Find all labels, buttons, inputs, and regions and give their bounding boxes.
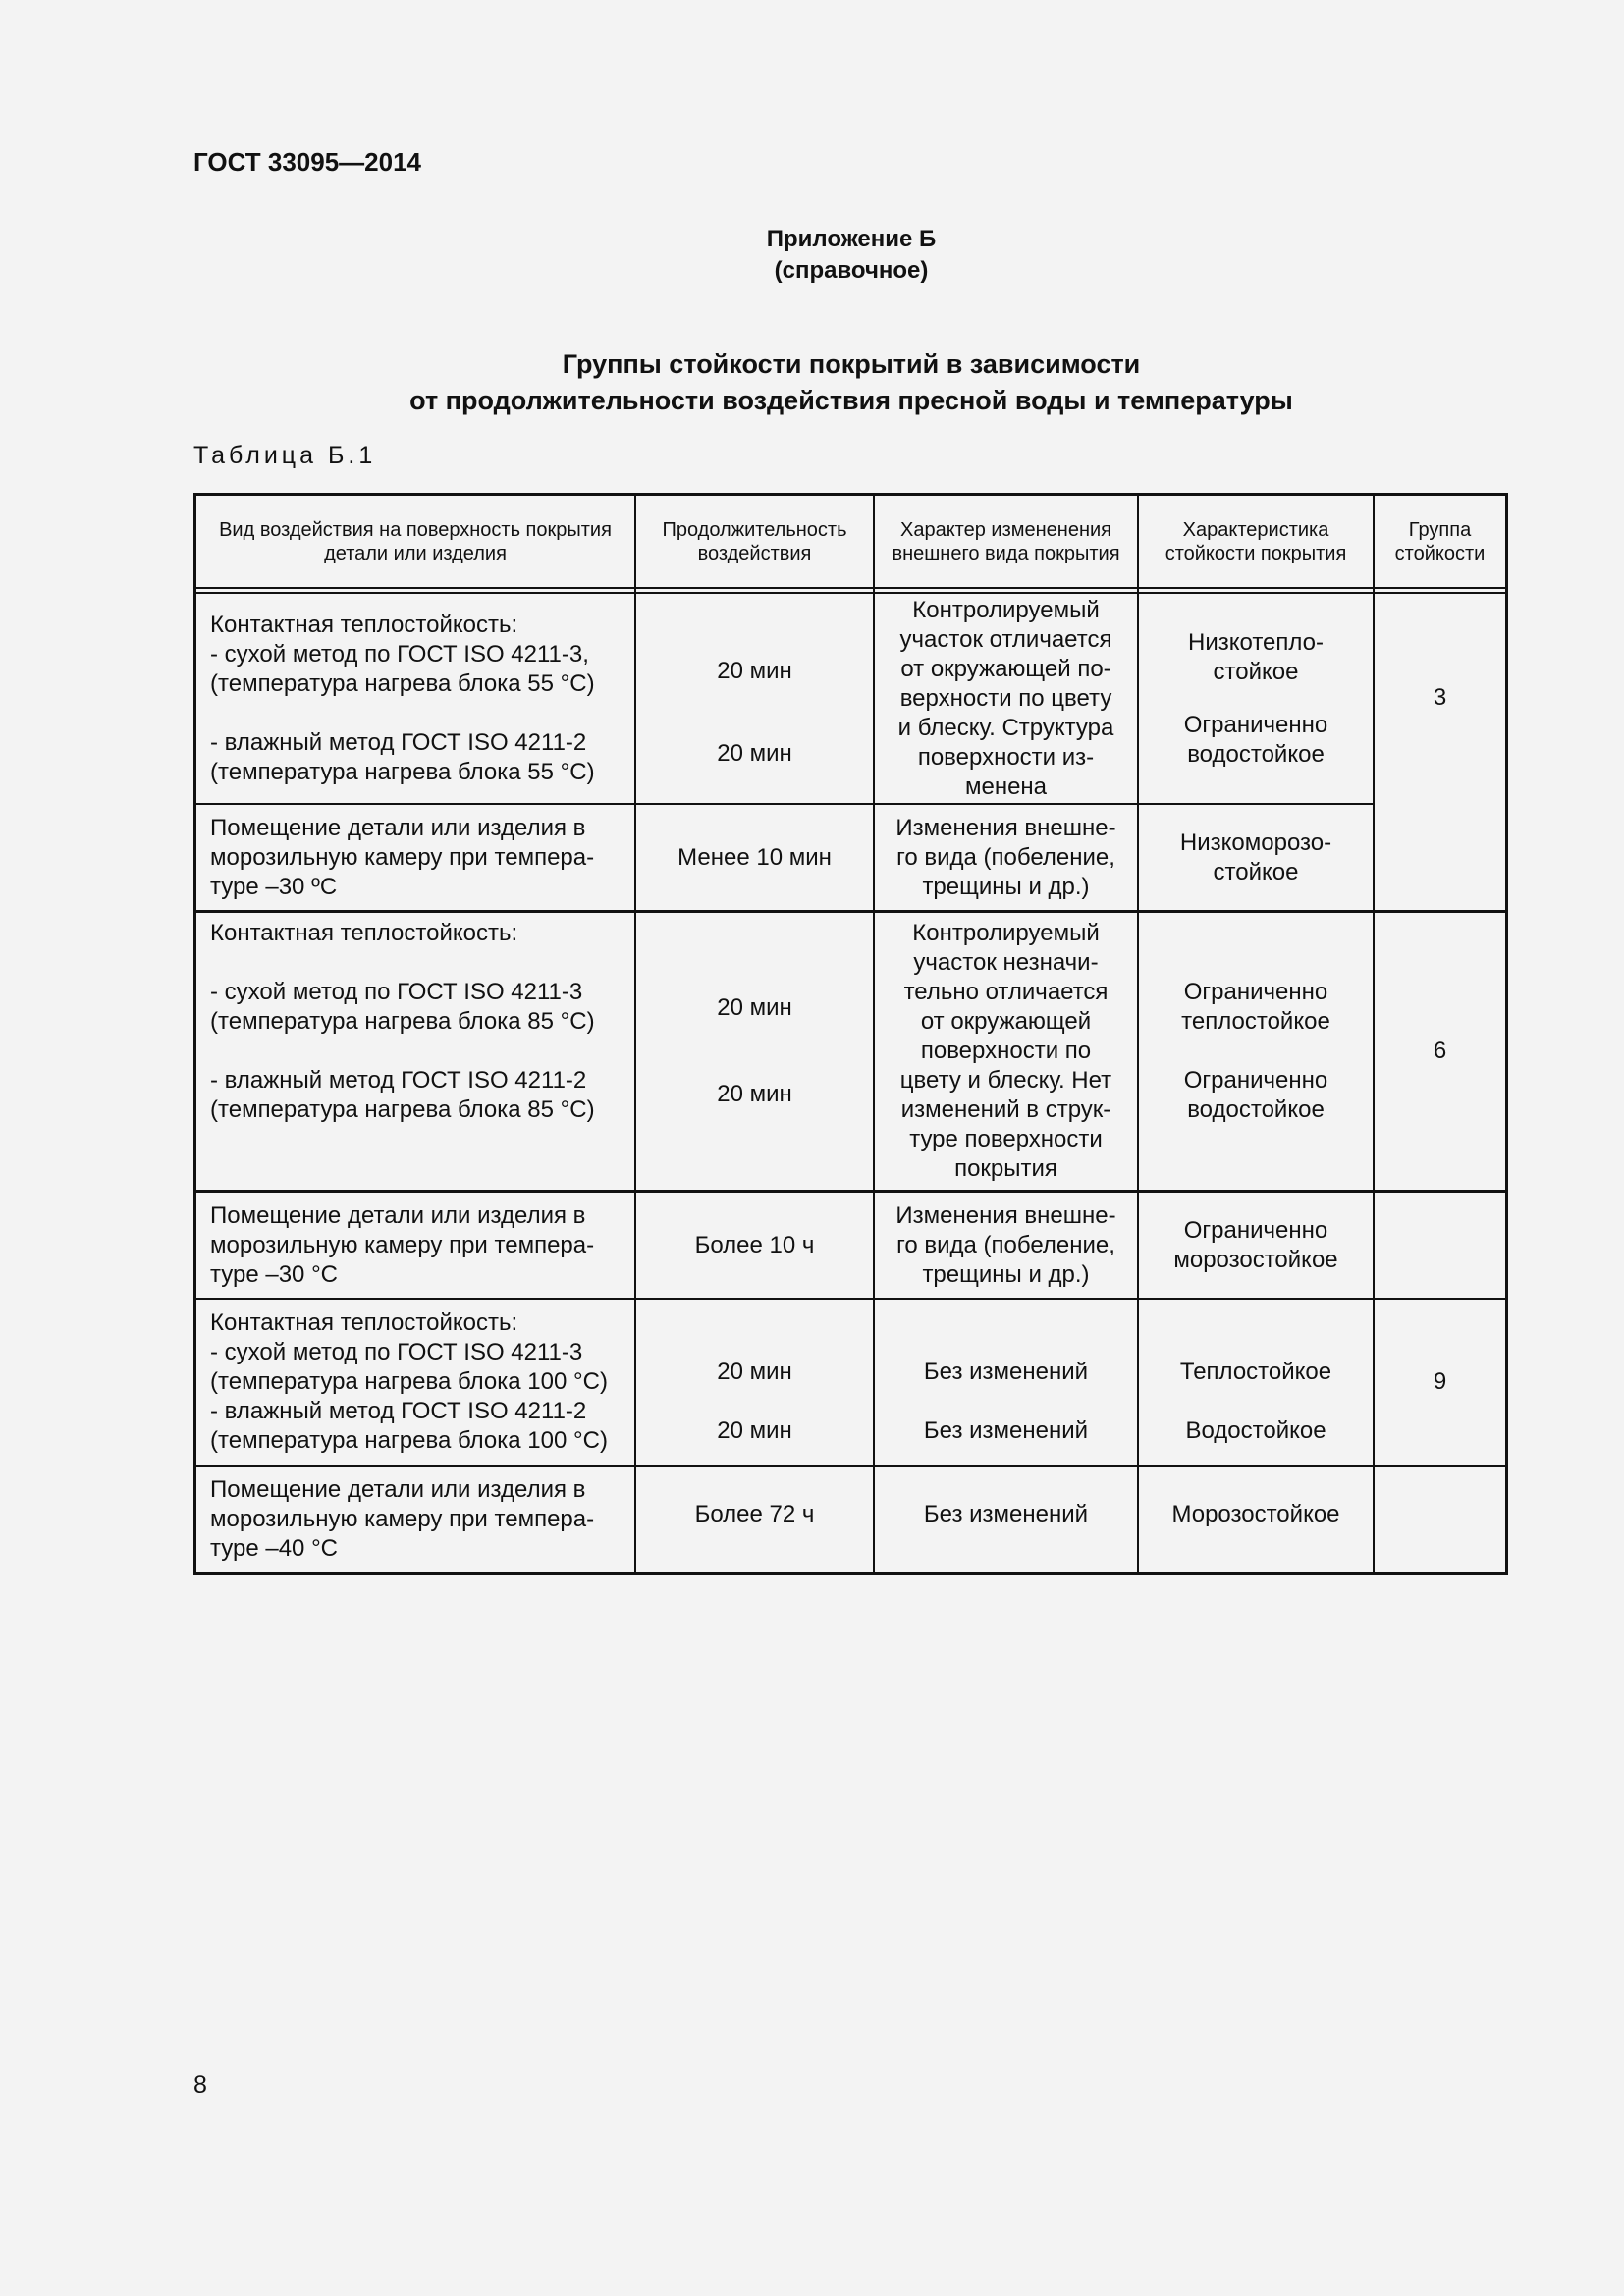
header-cell-characteristic: Характеристика стойкости покрытия xyxy=(1164,518,1347,564)
document-id: ГОСТ 33095—2014 xyxy=(193,147,421,177)
page-title: Группы стойкости покрытий в зависимости от продолжительности воздействия пресной воды и температуры xyxy=(409,349,1293,415)
appendix-heading: Приложение Б (справочное) xyxy=(766,226,937,284)
table-cell: Помещение детали или изделия в морозильную камеру при темпера- туре –40 °С xyxy=(210,1475,595,1562)
table-cell: Помещение детали или изделия в морозильную камеру при темпера- туре –30 ºС xyxy=(210,814,595,900)
page-number: 8 xyxy=(193,2071,207,2099)
table-cell: Более 10 ч xyxy=(694,1231,815,1258)
table-cell: Низкоморозо- стойкое xyxy=(1179,828,1332,885)
table-cell: Изменения внешне- го вида (побеление, трещины и др.) xyxy=(895,814,1116,900)
header-cell-change: Характер измененения внешнего вида покрытия xyxy=(892,518,1120,564)
table-cell: Контролируемый участок отличается от окружающей по- верхности по цвету и блеску. Структура поверхности из- менена xyxy=(897,596,1114,800)
table-cell: Менее 10 мин xyxy=(677,843,832,871)
table-cell: Теплостойкое Водостойкое xyxy=(1179,1359,1332,1444)
table-cell: Контролируемый участок незначи- тельно отличается от окружающей поверхности по цвету и блеску. Нет изменений в струк- туре поверхности покрытия xyxy=(899,920,1112,1182)
table-cell: Более 72 ч xyxy=(694,1500,815,1527)
table-cell: Помещение детали или изделия в морозильную камеру при темпера- туре –30 °С xyxy=(210,1201,595,1288)
table-cell: Контактная теплостойкость: - сухой метод по ГОСТ ISO 4211-3, (температура нагрева блока 55 °С) - влажный метод ГОСТ ISO 4211-2 (температура нагрева блока 55 °С) xyxy=(210,611,595,785)
table-cell: Изменения внешне- го вида (побеление, трещины и др.) xyxy=(895,1201,1116,1288)
table-cell: Без изменений xyxy=(923,1500,1089,1527)
table-cell: Ограниченно морозостойкое xyxy=(1173,1216,1338,1273)
header-cell-action: Вид воздействия на поверхность покрытия детали или изделия xyxy=(219,518,612,564)
table-cell: 20 мин 20 мин xyxy=(717,1359,792,1444)
group-cell: 6 xyxy=(1433,1038,1447,1064)
group-cell: 3 xyxy=(1433,684,1447,711)
table-cell: Контактная теплостойкость: - сухой метод по ГОСТ ISO 4211-3 (температура нагрева блока 85 °С) - влажный метод ГОСТ ISO 4211-2 (температура нагрева блока 85 °С) xyxy=(210,920,595,1123)
table-cell: Ограниченно теплостойкое Ограниченно водостойкое xyxy=(1181,979,1330,1123)
group-cell: 9 xyxy=(1433,1368,1447,1395)
table-cell: Низкотепло- стойкое Ограниченно водостойкое xyxy=(1183,628,1328,768)
table-cell: 20 мин 20 мин xyxy=(717,657,792,767)
table-cell: Без изменений Без изменений xyxy=(923,1359,1089,1444)
header-cell-duration: Продолжительность воздействия xyxy=(662,518,847,564)
table-cell: Морозостойкое xyxy=(1171,1500,1340,1527)
table-cell: Контактная теплостойкость: - сухой метод по ГОСТ ISO 4211-3 (температура нагрева блока 100 °С) - влажный метод ГОСТ ISO 4211-2 (температура нагрева блока 100 °С) xyxy=(210,1309,608,1454)
table-cell: 20 мин 20 мин xyxy=(717,994,792,1107)
header-cell-group: Группа стойкости xyxy=(1394,518,1486,564)
table-label: Таблица Б.1 xyxy=(193,442,377,469)
